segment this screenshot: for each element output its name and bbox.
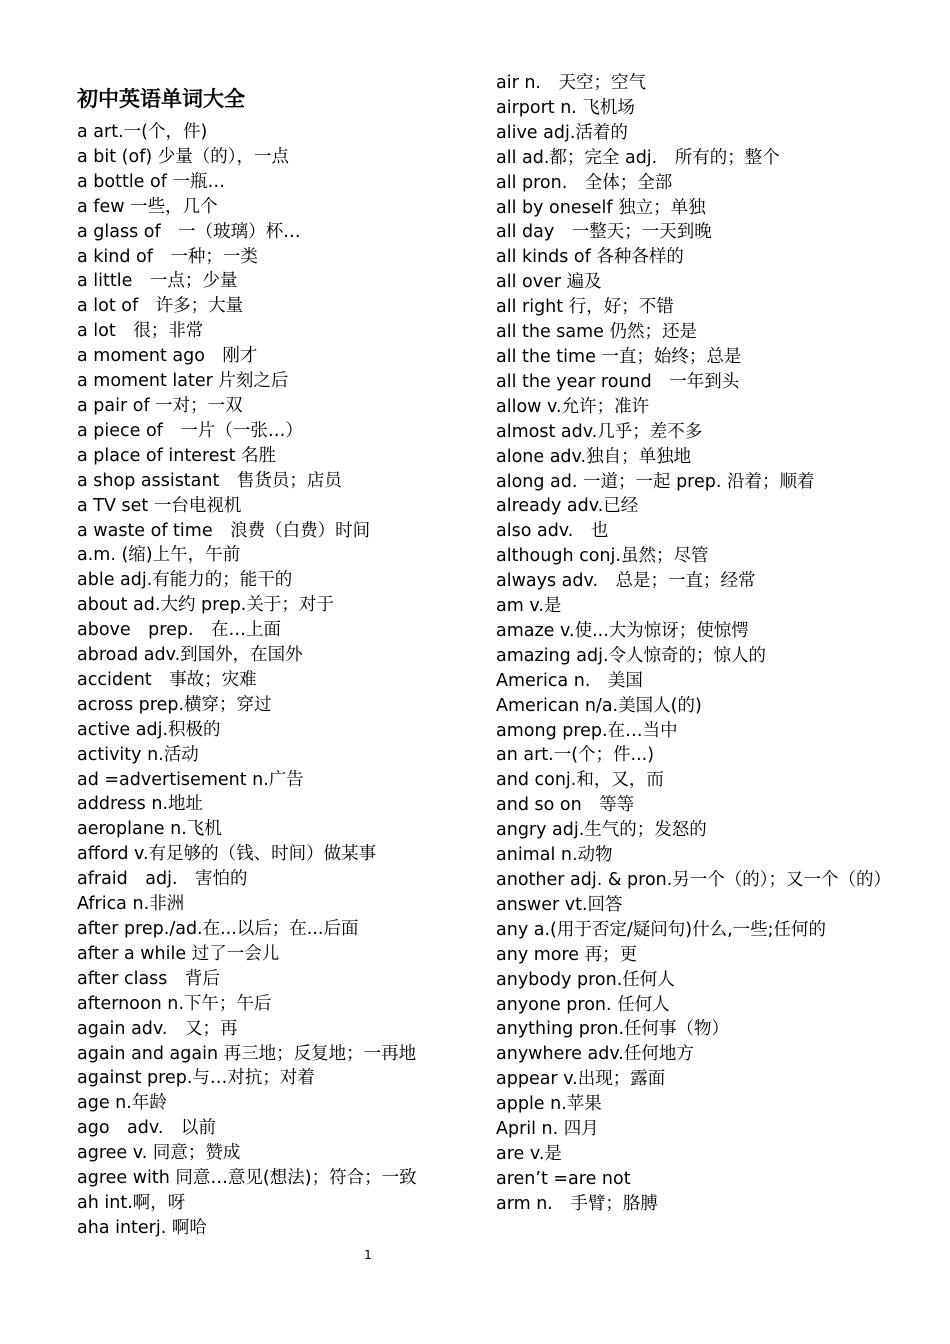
- vocab-entry: again adv. 又；再: [77, 1018, 238, 1039]
- vocab-entry: a shop assistant 售货员；店员: [77, 470, 342, 491]
- vocab-entry: a TV set 一台电视机: [77, 495, 242, 516]
- vocab-entry: angry adj.生气的；发怒的: [496, 820, 707, 841]
- vocab-entry: alone adv.独自；单独地: [496, 446, 692, 467]
- vocab-entry: activity n.活动: [77, 744, 199, 765]
- vocab-entry: answer vt.回答: [496, 894, 623, 915]
- vocab-entry: already adv.已经: [496, 496, 639, 517]
- page-number: 1: [364, 1248, 372, 1262]
- vocab-entry: amazing adj.令人惊奇的；惊人的: [496, 645, 767, 666]
- vocab-entry: and so on 等等: [496, 795, 635, 816]
- vocab-entry: allow v.允许；准许: [496, 396, 650, 417]
- vocab-entry: an art.一(个；件...): [496, 745, 655, 766]
- vocab-entry: across prep.横穿；穿过: [77, 694, 272, 715]
- vocab-entry: air n. 天空；空气: [496, 73, 646, 93]
- vocab-entry: aha interj. 啊哈: [77, 1217, 207, 1238]
- vocab-entry: arm n. 手臂；胳膊: [496, 1193, 658, 1214]
- vocab-entry: all over 遍及: [496, 272, 602, 293]
- vocab-entry: afternoon n.下午；午后: [77, 993, 272, 1014]
- vocab-entry: a little 一点；少量: [77, 271, 238, 292]
- vocab-entry: all kinds of 各种各样的: [496, 247, 684, 268]
- vocab-entry: appear v.出现；露面: [496, 1069, 666, 1090]
- vocab-entry: all pron. 全体；全部: [496, 172, 673, 193]
- vocab-entry: all by oneself 独立；单独: [496, 197, 706, 218]
- vocab-entry: American n/a.美国人(的): [496, 695, 702, 716]
- vocab-entry: a moment later 片刻之后: [77, 371, 289, 392]
- vocab-entry: and conj.和，又，而: [496, 770, 664, 791]
- vocab-entry: afford v.有足够的（钱、时间）做某事: [77, 844, 377, 865]
- vocab-entry: ah int.啊，呀: [77, 1192, 186, 1213]
- vocab-entry: all right 行，好；不错: [496, 297, 674, 318]
- vocab-entry: a bottle of 一瓶…: [77, 171, 225, 192]
- vocab-entry: Africa n.非洲: [77, 894, 185, 915]
- vocab-entry: address n.地址: [77, 794, 203, 815]
- vocab-entry: all ad.都；完全 adj. 所有的；整个: [496, 147, 780, 168]
- vocab-entry: a.m. (缩)上午，午前: [77, 545, 241, 566]
- vocab-entry: agree with 同意…意见(想法)；符合；一致: [77, 1168, 417, 1189]
- vocab-entry: age n.年龄: [77, 1093, 167, 1114]
- vocab-entry: America n. 美国: [496, 670, 643, 691]
- vocab-entry: airport n. 飞机场: [496, 97, 635, 118]
- vocab-entry: a kind of 一种；一类: [77, 246, 258, 267]
- vocab-entry: almost adv.几乎；差不多: [496, 421, 703, 442]
- vocab-entry: a moment ago 刚才: [77, 346, 258, 367]
- vocab-entry: afraid adj. 害怕的: [77, 869, 248, 890]
- vocab-entry: a glass of 一（玻璃）杯…: [77, 221, 301, 242]
- vocab-entry: a waste of time 浪费（白费）时间: [77, 520, 371, 541]
- vocab-entry: able adj.有能力的；能干的: [77, 570, 293, 591]
- vocab-entry: although conj.虽然；尽管: [496, 546, 709, 567]
- vocab-entry: a bit (of) 少量（的），一点: [77, 146, 290, 167]
- vocab-entry: against prep.与…对抗；对着: [77, 1068, 315, 1089]
- vocab-entry: anything pron.任何事（物）: [496, 1019, 730, 1040]
- vocab-entry: a place of interest 名胜: [77, 445, 277, 466]
- vocab-entry: any more 再；更: [496, 944, 638, 965]
- vocab-entry: always adv. 总是；一直；经常: [496, 571, 756, 592]
- vocab-entry: abroad adv.到国外，在国外: [77, 645, 303, 666]
- vocab-entry: all the year round 一年到头: [496, 371, 740, 392]
- vocab-entry: alive adj.活着的: [496, 122, 628, 143]
- vocab-entry: are v.是: [496, 1143, 562, 1164]
- vocab-entry: among prep.在…当中: [496, 720, 678, 741]
- vocab-entry: active adj.积极的: [77, 719, 221, 740]
- vocab-entry: am v.是: [496, 596, 562, 617]
- vocab-entry: ad =advertisement n.广告: [77, 769, 304, 790]
- vocab-entry: apple n.苹果: [496, 1094, 602, 1115]
- vocab-entry: about ad.大约 prep.关于；对于: [77, 595, 334, 616]
- vocab-entry: agree v. 同意；赞成: [77, 1143, 241, 1164]
- vocab-entry: anybody pron.任何人: [496, 969, 675, 990]
- page-title: 初中英语单词大全: [77, 87, 245, 111]
- vocab-entry: accident 事故；灾难: [77, 669, 257, 690]
- vocab-entry: again and again 再三地；反复地；一再地: [77, 1043, 417, 1064]
- vocab-entry: after class 背后: [77, 968, 220, 989]
- vocab-entry: a lot 很；非常: [77, 321, 204, 342]
- vocab-entry: all the time 一直；始终；总是: [496, 346, 742, 367]
- vocab-entry: aeroplane n.飞机: [77, 819, 222, 840]
- vocab-entry: a few 一些，几个: [77, 196, 218, 217]
- vocab-entry: above prep. 在…上面: [77, 620, 282, 641]
- vocab-entry: another adj. & pron.另一个（的）；又一个（的）: [496, 870, 892, 890]
- vocab-entry: all the same 仍然；还是: [496, 322, 698, 343]
- vocab-entry: a art.一(个，件): [77, 122, 208, 142]
- vocab-entry: any a.(用于否定/疑问句)什么,一些;任何的: [496, 919, 827, 940]
- vocab-entry: amaze v.使...大为惊讶；使惊愕: [496, 620, 749, 641]
- vocab-entry: a piece of 一片（一张…）: [77, 420, 303, 441]
- vocab-entry: aren’t =are not: [496, 1168, 631, 1189]
- vocab-entry: along ad. 一道；一起 prep. 沿着；顺着: [496, 471, 815, 492]
- right-word-list: [496, 71, 891, 1217]
- vocab-entry: after a while 过了一会儿: [77, 943, 280, 964]
- vocab-entry: also adv. 也: [496, 521, 609, 542]
- vocab-entry: all day 一整天；一天到晚: [496, 222, 712, 243]
- left-word-list: [77, 120, 477, 1241]
- vocab-entry: anywhere adv.任何地方: [496, 1044, 694, 1065]
- vocab-entry: ago adv. 以前: [77, 1118, 216, 1139]
- vocab-entry: a lot of 许多；大量: [77, 296, 244, 317]
- vocab-entry: anyone pron. 任何人: [496, 994, 670, 1015]
- vocab-entry: a pair of 一对；一双: [77, 395, 243, 416]
- vocab-entry: animal n.动物: [496, 845, 613, 866]
- vocab-entry: April n. 四月: [496, 1119, 599, 1140]
- vocab-entry: after prep./ad.在...以后；在...后面: [77, 919, 359, 939]
